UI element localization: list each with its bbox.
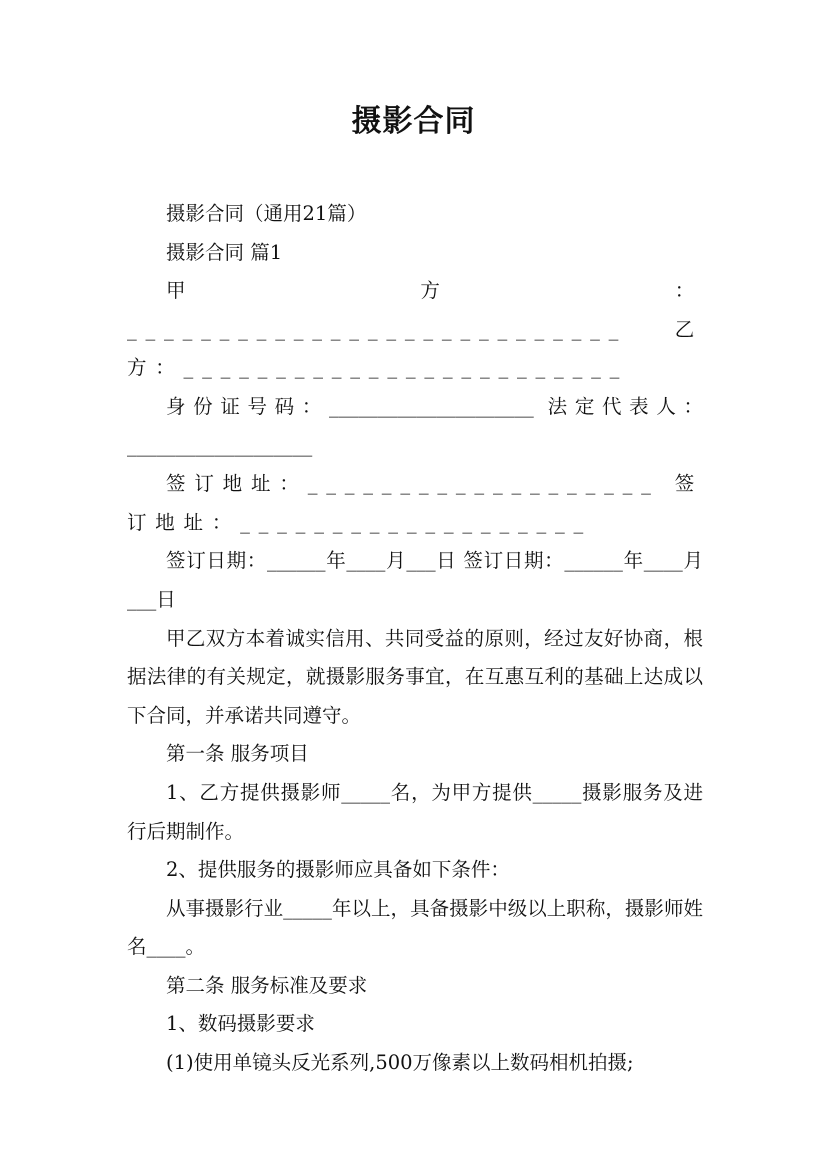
paragraph: 甲乙双方本着诚实信用、共同受益的原则，经过友好协商，根据法律的有关规定，就摄影服务事宜，在互惠互利的基础上达成以下合同，并承诺共同遵守。 xyxy=(127,626,703,727)
document-body xyxy=(127,195,703,1083)
paragraph: 1、乙方提供摄影师_____名，为甲方提供_____摄影服务及进行后期制作。 xyxy=(127,780,703,843)
address-line: 签订地址：___________________ 签订地址：___________________ xyxy=(127,472,703,534)
paragraph: (1)使用单镜头反光系列,500万像素以上数码相机拍摄; xyxy=(166,1051,634,1075)
paragraph: 1、数码摄影要求 xyxy=(166,1012,315,1036)
party-line: 甲方：___________________________ 乙方：________________________ xyxy=(127,279,703,380)
date-line: 签订日期：______年____月___日 签订日期：______年____月___日 xyxy=(127,549,703,611)
paragraph: 摄影合同（通用21篇） xyxy=(166,202,367,225)
section-heading: 第二条 服务标准及要求 xyxy=(166,973,368,997)
paragraph: 2、提供服务的摄影师应具备如下条件： xyxy=(166,858,510,882)
paragraph: 从事摄影行业_____年以上，具备摄影中级以上职称，摄影师姓名____。 xyxy=(127,896,703,959)
id-line: 身份证号码：_____________________ 法定代表人：___________________ xyxy=(127,394,703,457)
section-heading: 第一条 服务项目 xyxy=(166,742,309,766)
paragraph: 摄影合同 篇1 xyxy=(166,240,283,264)
document-title: 摄影合同 xyxy=(351,104,476,139)
